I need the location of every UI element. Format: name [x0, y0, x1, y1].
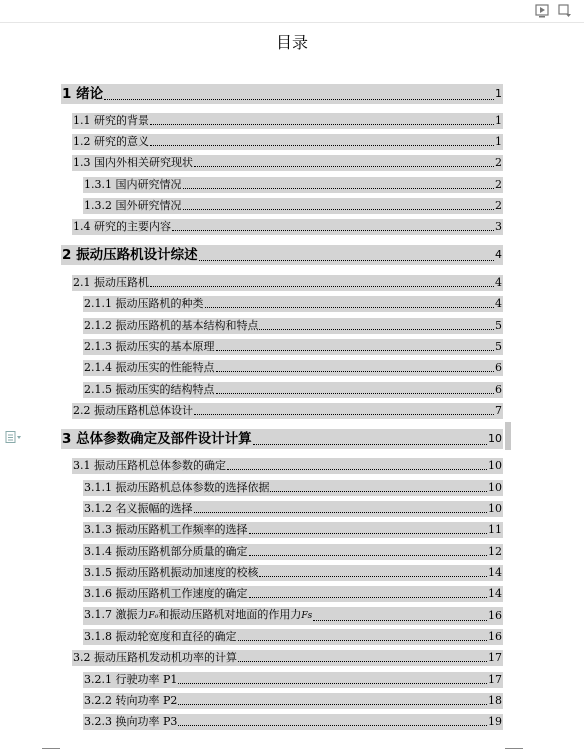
toc-entry-3-1[interactable]	[72, 458, 503, 474]
toc-page: 4	[495, 248, 502, 261]
dropdown-icon[interactable]	[558, 4, 572, 18]
toc-page: 12	[488, 545, 502, 558]
toc-page: 17	[488, 651, 502, 664]
toc-page: 7	[495, 404, 502, 417]
toc-label: 3.1.8 振动轮宽度和直径的确定	[84, 630, 237, 643]
toc-page: 1	[495, 114, 502, 127]
document-icon[interactable]	[5, 431, 23, 443]
toc-label: 2.1.3 振动压实的基本原理	[84, 340, 215, 353]
toc-page: 5	[495, 340, 502, 353]
toc-page: 11	[488, 523, 502, 536]
toc-entry-2[interactable]	[61, 245, 503, 265]
toc-label: 2.1.4 振动压实的性能特点	[84, 361, 215, 374]
toc-entry-2-1-4[interactable]	[83, 360, 503, 376]
toc-label: 3.1.5 振动压路机振动加速度的校核	[84, 566, 259, 579]
page-edge	[0, 22, 584, 23]
toc-page: 18	[488, 694, 502, 707]
toc-label: 3.1.6 振动压路机工作速度的确定	[84, 587, 248, 600]
toc-label: 1.4 研究的主要内容	[73, 220, 171, 233]
toc-label: 3.2 振动压路机发动机功率的计算	[73, 651, 237, 664]
toc-label: 1.3.2 国外研究情况	[84, 199, 182, 212]
toc-entry-3-1-7[interactable]	[83, 607, 503, 625]
toc-entry-2-1-2[interactable]	[83, 318, 503, 334]
toc-entry-3-1-2[interactable]	[83, 501, 503, 517]
formula-fs: Fs	[301, 611, 313, 621]
toc-label: 3 总体参数确定及部件设计计算	[62, 431, 252, 447]
toc-page: 17	[488, 673, 502, 686]
toc-entry-3-2-2[interactable]	[83, 693, 503, 709]
toc-label: 2.1.5 振动压实的结构特点	[84, 383, 215, 396]
toc-page: 19	[488, 715, 502, 728]
toc-page: 10	[488, 459, 502, 472]
toc-label: 1.1 研究的背景	[73, 114, 149, 127]
toc-label: 2.2 振动压路机总体设计	[73, 404, 193, 417]
toc-entry-3-1-1[interactable]	[83, 480, 503, 496]
toolbar	[0, 0, 584, 22]
toc-page: 10	[488, 432, 502, 445]
toc-label: 3.1.2 名义振幅的选择	[84, 502, 193, 515]
toc-entry-3-1-4[interactable]	[83, 544, 503, 560]
toc-label: 3.2.2 转向功率 P2	[84, 694, 178, 707]
toc-label: 1 绪论	[62, 86, 104, 102]
toc-page: 2	[495, 156, 502, 169]
toc-page: 4	[495, 276, 502, 289]
toc-label: 3.1.1 振动压路机总体参数的选择依据	[84, 481, 270, 494]
toc-label: 2.1.1 振动压路机的种类	[84, 297, 204, 310]
toc-label: 2.1.2 振动压路机的基本结构和特点	[84, 319, 259, 332]
toc-label: 1.3 国内外相关研究现状	[73, 156, 193, 169]
toc-label: 2.1 振动压路机	[73, 276, 149, 289]
toc-page: 6	[495, 361, 502, 374]
toc-entry-2-1-1[interactable]	[83, 296, 503, 312]
toc-label: 3.1.4 振动压路机部分质量的确定	[84, 545, 248, 558]
toc-page: 2	[495, 199, 502, 212]
toc-entry-3[interactable]	[61, 429, 503, 449]
toc-entry-3-2[interactable]	[72, 650, 503, 666]
formula-f0: F₀	[148, 611, 159, 621]
toc-entry-3-1-8[interactable]	[83, 629, 503, 645]
toc-entry-1[interactable]	[61, 84, 503, 104]
toc-page: 2	[495, 178, 502, 191]
toc-entry-3-2-3[interactable]	[83, 714, 503, 730]
caret-marker	[505, 422, 511, 450]
toc-entry-3-2-1[interactable]	[83, 672, 503, 688]
toc-page: 14	[488, 587, 502, 600]
toc-entry-1-3-2[interactable]	[83, 198, 503, 214]
toc-label: 3.2.1 行驶功率 P1	[84, 673, 178, 686]
toc-entry-1-3[interactable]	[72, 155, 503, 171]
toc-label: 1.3.1 国内研究情况	[84, 178, 182, 191]
toc-page: 10	[488, 481, 502, 494]
toc-label: 3.1.3 振动压路机工作频率的选择	[84, 523, 248, 536]
toc-page: 5	[495, 319, 502, 332]
toc-entry-3-1-6[interactable]	[83, 586, 503, 602]
toc-entry-2-1[interactable]	[72, 275, 503, 291]
page-title: 目录	[275, 33, 308, 52]
toc-entry-3-1-5[interactable]	[83, 565, 503, 581]
toc-entry-2-2[interactable]	[72, 403, 503, 419]
toc-entry-1-2[interactable]	[72, 134, 503, 150]
toc-page: 3	[495, 220, 502, 233]
toc-label: 3.1.7 激振力	[84, 608, 149, 621]
toc-page: 14	[488, 566, 502, 579]
toc-entry-1-1[interactable]	[72, 113, 503, 129]
toc-label: 3.2.3 换向功率 P3	[84, 715, 178, 728]
toc-label: 3.1 振动压路机总体参数的确定	[73, 459, 226, 472]
toc-page: 10	[488, 502, 502, 515]
toc-page: 4	[495, 297, 502, 310]
toc-page: 1	[495, 87, 502, 100]
toc-label-mid: 和振动压路机对地面的作用力	[158, 608, 302, 621]
toc-page: 16	[488, 609, 502, 622]
toc-label: 2 振动压路机设计综述	[62, 247, 198, 263]
toc-label: 1.2 研究的意义	[73, 135, 149, 148]
toc-page: 1	[495, 135, 502, 148]
toc-page: 6	[495, 383, 502, 396]
play-icon[interactable]	[535, 4, 549, 18]
toc-entry-1-3-1[interactable]	[83, 177, 503, 193]
toc-entry-1-4[interactable]	[72, 219, 503, 235]
toc-entry-3-1-3[interactable]	[83, 522, 503, 538]
toc-entry-2-1-5[interactable]	[83, 382, 503, 398]
toc-entry-2-1-3[interactable]	[83, 339, 503, 355]
toc-page: 16	[488, 630, 502, 643]
